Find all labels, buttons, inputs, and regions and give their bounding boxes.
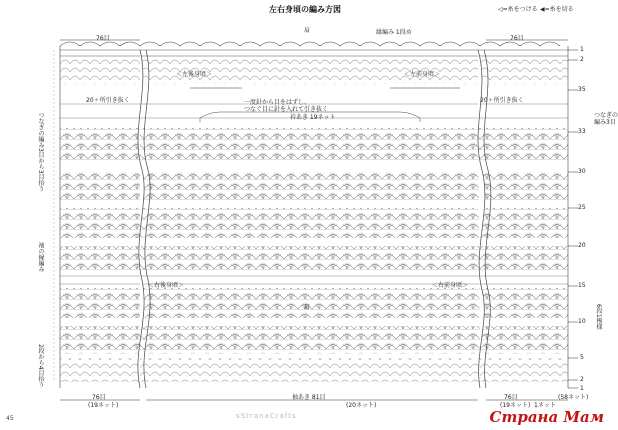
shell-band-1 bbox=[60, 128, 568, 162]
instruction-line-1: 一度針から目をはずし、 bbox=[244, 99, 311, 106]
row-label: 30 bbox=[578, 168, 586, 175]
row-ticks bbox=[568, 50, 578, 388]
shell-band-3 bbox=[60, 208, 568, 238]
legend-cut-yarn: ◀=糸を切る bbox=[540, 6, 574, 13]
row-label: 1 bbox=[580, 46, 584, 53]
label-76-left: 76目 bbox=[96, 35, 110, 42]
label-join-a: つなぎの bbox=[594, 112, 618, 119]
row-label: 2 bbox=[580, 376, 584, 383]
row-label: 1 bbox=[580, 385, 584, 392]
label-neck-opening: 衿あき 19ネット bbox=[290, 114, 336, 121]
label-pickup-left: 20ヶ所引き抜く bbox=[86, 97, 130, 104]
row-label: 2 bbox=[580, 56, 584, 63]
label-sleeve-20net: (20ネット) bbox=[346, 402, 377, 409]
label-left-back: ＜左後身頃＞ bbox=[176, 71, 213, 78]
diagram-title: 左右身頃の編み方図 bbox=[269, 5, 341, 14]
label-shoulder-top: 肩 bbox=[304, 27, 311, 34]
shell-band-5 bbox=[60, 288, 568, 318]
label-one-net: 1ネット bbox=[534, 402, 556, 409]
legend-attach-yarn: ◁=糸をつける bbox=[498, 6, 538, 13]
shell-band-2 bbox=[60, 170, 568, 200]
label-pickup-right: 20ヶ所引き抜く bbox=[480, 97, 524, 104]
label-right-front: ＜右前身頃＞ bbox=[432, 282, 469, 289]
label-sleeve-opening: 袖あき 81目 bbox=[292, 394, 326, 401]
hem-net-band bbox=[60, 358, 568, 382]
label-bottom-76-left: 76目 bbox=[92, 394, 106, 401]
fan-row-lower bbox=[60, 276, 568, 284]
label-bottom-19net-right: (19ネット) bbox=[500, 402, 531, 409]
shell-band-4 bbox=[60, 246, 568, 270]
row-label: 25 bbox=[578, 204, 586, 211]
row-label: 10 bbox=[578, 318, 586, 325]
label-total-58: (58ネット) bbox=[558, 394, 589, 401]
site-logo: Страна Мам bbox=[489, 408, 604, 426]
side-note-bottom: 2段から4目拾う bbox=[37, 344, 44, 388]
armhole-note: 袖の縁編み bbox=[37, 242, 44, 272]
page-number: 45 bbox=[6, 415, 14, 422]
watermark: sStranaCrafts bbox=[236, 412, 297, 420]
label-right-back: ＜右後身頃＞ bbox=[148, 282, 185, 289]
row-label: 35 bbox=[578, 86, 586, 93]
label-bottom-76-right: 76目 bbox=[504, 394, 518, 401]
repeat-note: 6段1模様 bbox=[595, 304, 602, 330]
top-edge-scallops bbox=[60, 42, 560, 46]
row-label: 20 bbox=[578, 242, 586, 249]
row-label: 5 bbox=[580, 354, 584, 361]
label-left-front: ＜左前身頃＞ bbox=[404, 71, 441, 78]
label-76-right: 76目 bbox=[510, 35, 524, 42]
label-bottom-19net-left: (19ネット) bbox=[88, 402, 119, 409]
label-shoulder-mid: 肩 bbox=[304, 304, 311, 311]
yoke-net-band bbox=[60, 58, 568, 84]
label-edge-note: 縁編み 1段め bbox=[376, 29, 412, 36]
row-label: 33 bbox=[578, 128, 586, 135]
side-note-left: つなぎの編み3目から3目拾う bbox=[37, 112, 44, 192]
row-label: 15 bbox=[578, 282, 586, 289]
shell-band-6 bbox=[60, 326, 568, 354]
instruction-line-2: つなぐ目に針を入れて引き抜く bbox=[244, 106, 329, 113]
label-join-b: 編み3目 bbox=[594, 119, 616, 126]
